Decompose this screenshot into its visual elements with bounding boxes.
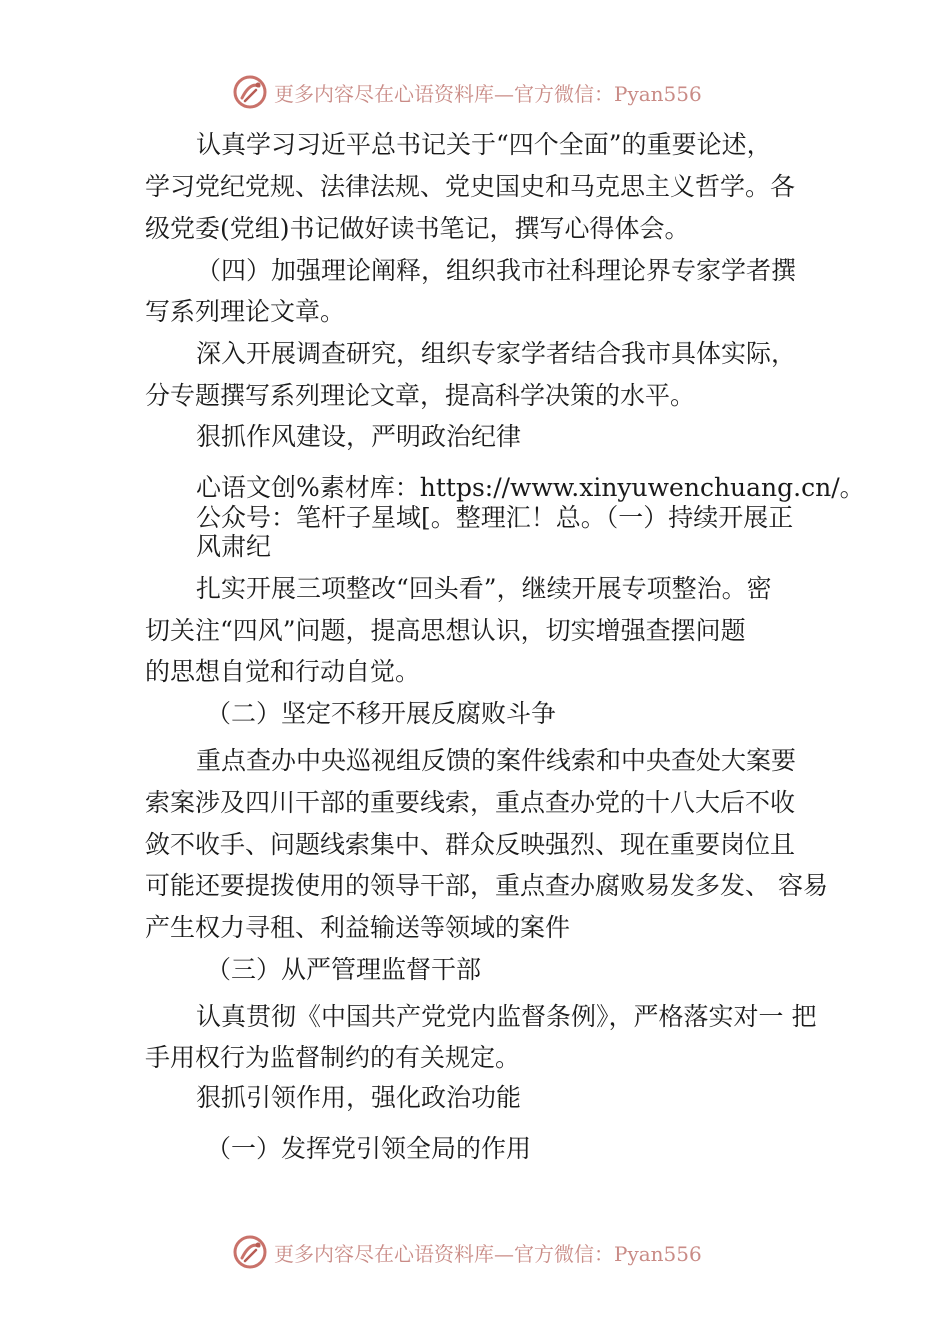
footer-banner-text: 更多内容尽在心语资料库—官方微信：Pyan556 [274, 1241, 702, 1266]
body-line-13: 切关注“四风”问题，提高思想认识，切实增强查摆问题 [145, 616, 746, 645]
source-url-text: 心语文创%素材库：https://www.xinyuwenchuang.cn/。 [196, 473, 865, 502]
body-line-6: 深入开展调查研究，组织专家学者结合我市具体实际， [196, 339, 797, 368]
body-line-22: 认真贯彻《中国共产党党内监督条例》，严格落实对一 把 [196, 1002, 817, 1031]
body-line-14: 的思想自觉和行动自觉。 [145, 657, 421, 686]
body-line-15: （二）坚定不移开展反腐败斗争 [206, 699, 557, 728]
body-line-16: 重点查办中央巡视组反馈的案件线索和中央查处大案要 [196, 746, 797, 775]
footer-banner [232, 1232, 702, 1272]
body-line-20: 产生权力寻租、利益输送等领域的案件 [145, 913, 571, 942]
body-line-10: 公众号：笔杆子星域[。整理汇！总。（一）持续开展正 [196, 503, 794, 532]
body-line-9-url [196, 473, 865, 503]
body-line-23: 手用权行为监督制约的有关规定。 [145, 1043, 521, 1072]
body-line-12: 扎实开展三项整改“回头看”，继续开展专项整治。密 [196, 574, 772, 603]
body-line-4: （四）加强理论阐释，组织我市社科理论界专家学者撰 [196, 256, 797, 285]
body-line-19: 可能还要提拨使用的领导干部，重点查办腐败易发多发、 容易 [145, 871, 828, 900]
body-line-21: （三）从严管理监督干部 [206, 955, 482, 984]
body-line-24: 狠抓引领作用，强化政治功能 [196, 1083, 522, 1112]
body-line-1: 认真学习习近平总书记关于“四个全面”的重要论述， [196, 130, 772, 159]
header-banner-text: 更多内容尽在心语资料库—官方微信：Pyan556 [274, 81, 702, 106]
body-line-18: 敛不收手、问题线索集中、群众反映强烈、现在重要岗位且 [145, 830, 796, 859]
brand-logo-icon [232, 74, 268, 110]
body-line-25: （一）发挥党引领全局的作用 [206, 1134, 532, 1163]
body-line-3: 级党委(党组)书记做好读书笔记，撰写心得体会。 [145, 214, 690, 243]
header-banner [232, 72, 702, 112]
body-line-7: 分专题撰写系列理论文章，提高科学决策的水平。 [145, 381, 696, 410]
body-line-2: 学习党纪党规、法律法规、党史国史和马克思主义哲学。各 [145, 172, 796, 201]
body-line-17: 索案涉及四川干部的重要线索，重点查办党的十八大后不收 [145, 788, 796, 817]
body-line-8: 狠抓作风建设，严明政治纪律 [196, 422, 522, 451]
body-line-5: 写系列理论文章。 [145, 297, 346, 326]
brand-logo-icon [232, 1234, 268, 1270]
body-line-11: 风肃纪 [196, 532, 272, 561]
